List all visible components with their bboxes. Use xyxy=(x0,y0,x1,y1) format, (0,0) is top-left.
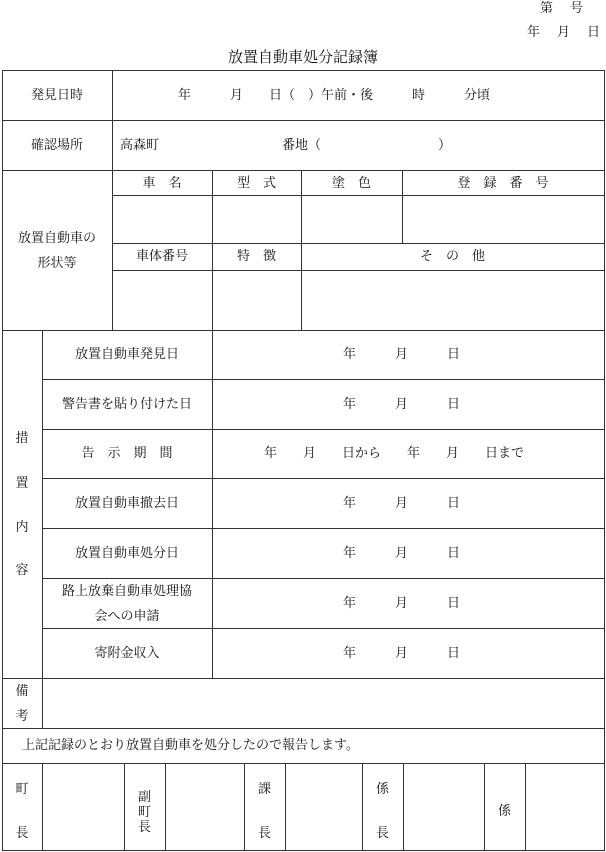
measure-row-value[interactable]: 年 月 日 xyxy=(343,496,461,511)
measure-row-label: 放置自動車発見日 xyxy=(74,347,179,362)
column-divider xyxy=(42,330,43,728)
row-divider xyxy=(42,628,605,629)
vehicle-name-field[interactable] xyxy=(113,196,211,242)
measures-label-char: 内 xyxy=(15,520,29,535)
measures-label-char: 措 xyxy=(15,431,29,446)
measure-row-value[interactable]: 年 月 日から 年 月 日まで xyxy=(264,446,525,461)
document-date: 年 月 日 xyxy=(527,25,603,40)
measure-row-value[interactable]: 年 月 日 xyxy=(343,546,461,561)
table-border-bottom xyxy=(2,850,605,851)
location-label: 確認場所 xyxy=(30,138,83,153)
measures-label-char: 容 xyxy=(15,563,29,578)
remarks-field[interactable] xyxy=(43,679,604,727)
mayor-seal-box[interactable] xyxy=(43,764,123,849)
row-divider xyxy=(2,120,605,121)
vehicle-model-field[interactable] xyxy=(213,196,300,242)
sign-label-chief: 係 xyxy=(375,782,389,797)
measure-row-label: 路上放棄自動車処理協 xyxy=(61,584,192,599)
sign-label-section-chief: 課 xyxy=(257,782,271,797)
vice-mayor-seal-box[interactable] xyxy=(166,764,243,849)
col-header-model: 型 式 xyxy=(236,176,276,191)
shape-label-line1: 放置自動車の xyxy=(17,231,96,246)
measure-row-label: 放置自動車処分日 xyxy=(74,546,179,561)
vehicle-registration-field[interactable] xyxy=(403,196,603,242)
measure-row-value[interactable]: 年 月 日 xyxy=(343,397,461,412)
measure-row-value[interactable]: 年 月 日 xyxy=(343,596,461,611)
sign-label-staff: 係 xyxy=(497,804,511,819)
measures-label-char: 置 xyxy=(15,476,29,491)
table-border-left xyxy=(2,70,3,850)
section-chief-seal-box[interactable] xyxy=(286,764,361,849)
col-header-color: 塗 色 xyxy=(331,176,371,191)
location-town: 高森町 xyxy=(120,138,160,153)
vehicle-feature-field[interactable] xyxy=(213,271,300,329)
row-divider xyxy=(42,578,605,579)
sign-label-chief: 長 xyxy=(375,826,389,841)
discovery-label: 発見日時 xyxy=(30,88,83,103)
measure-row-label: 告 示 期 間 xyxy=(81,446,173,461)
measure-row-label: 会への申請 xyxy=(94,609,160,624)
row-divider xyxy=(42,429,605,430)
sign-label-vice-mayor: 長 xyxy=(137,820,151,835)
document-number: 第 号 xyxy=(540,1,586,16)
sign-label-vice-mayor: 町 xyxy=(137,805,151,820)
document-title: 放置自動車処分記録簿 xyxy=(227,48,378,66)
measure-row-value[interactable]: 年 月 日 xyxy=(343,646,461,661)
vehicle-vin-field[interactable] xyxy=(113,271,211,329)
table-border-top xyxy=(2,70,605,71)
col-header-other: そ の 他 xyxy=(419,249,485,264)
col-header-registration: 登 録 番 号 xyxy=(457,176,549,191)
measure-row-label: 警告書を貼り付けた日 xyxy=(61,397,192,412)
row-divider xyxy=(42,379,605,380)
measure-row-label: 寄附金収入 xyxy=(94,646,160,661)
sign-label-mayor: 町 xyxy=(15,782,29,797)
report-text: 上記記録のとおり放置自動車を処分したので報告します。 xyxy=(22,738,359,753)
vehicle-other-field[interactable] xyxy=(302,271,603,329)
discovery-value-field[interactable]: 年 月 日（ ）午前・後 時 分頃 xyxy=(178,88,491,103)
sign-label-vice-mayor: 副 xyxy=(137,790,151,805)
sign-label-section-chief: 長 xyxy=(257,826,271,841)
row-divider xyxy=(42,528,605,529)
remarks-label-char: 備 xyxy=(15,684,29,699)
chief-seal-box[interactable] xyxy=(404,764,483,849)
row-divider xyxy=(2,330,605,331)
staff-seal-box[interactable] xyxy=(526,764,603,849)
column-divider xyxy=(212,330,213,678)
shape-label-line2: 形状等 xyxy=(37,256,77,271)
row-divider xyxy=(2,170,605,171)
col-header-name: 車 名 xyxy=(142,176,182,191)
location-address-field[interactable]: 番地（ ） xyxy=(282,138,452,153)
sign-label-mayor: 長 xyxy=(15,826,29,841)
row-divider xyxy=(42,478,605,479)
col-header-feature: 特 徴 xyxy=(236,249,276,264)
row-divider xyxy=(112,243,605,244)
remarks-label-char: 考 xyxy=(15,709,29,724)
row-divider xyxy=(2,728,605,729)
col-header-vin: 車体番号 xyxy=(135,249,188,264)
vehicle-color-field[interactable] xyxy=(302,196,401,242)
measure-row-value[interactable]: 年 月 日 xyxy=(343,347,461,362)
measure-row-label: 放置自動車撤去日 xyxy=(74,496,179,511)
table-border-right xyxy=(604,70,605,850)
